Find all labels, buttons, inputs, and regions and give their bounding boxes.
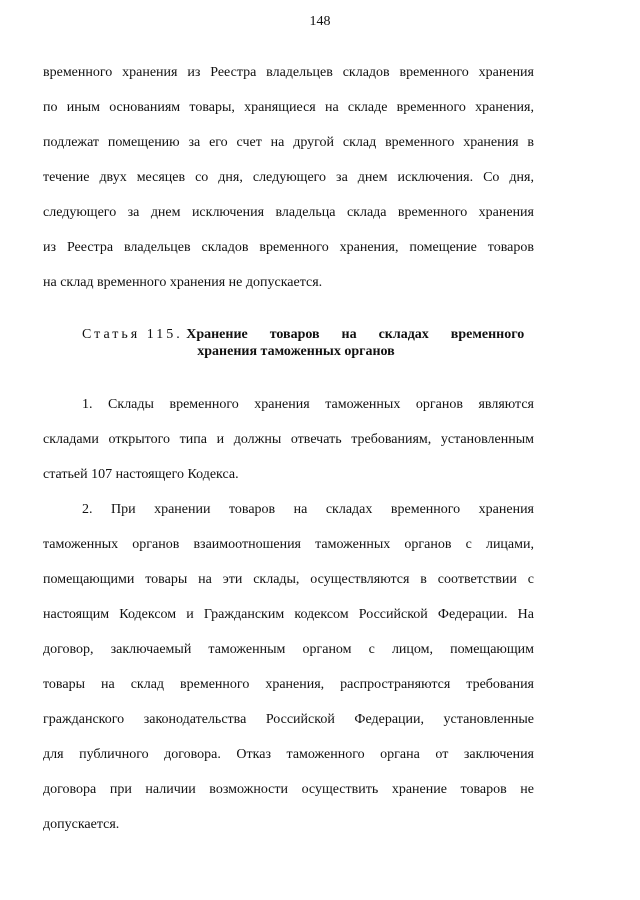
text-line: следующего за днем исключения владельца склада временного хранения (43, 205, 534, 220)
text-line: подлежат помещению за его счет на другой склад временного хранения в (43, 135, 534, 150)
article-title-line-1: Хранение товаров на складах временного (186, 327, 525, 342)
text-line: складами открытого типа и должны отвечать требованиям, установленным (43, 432, 534, 447)
text-line: договор, заключаемый таможенным органом с лицом, помещающим (43, 642, 534, 657)
text-line: из Реестра владельцев складов временного хранения, помещение товаров (43, 240, 534, 255)
text-line: течение двух месяцев со дня, следующего за днем исключения. Со дня, (43, 170, 534, 185)
text-line: допускается. (43, 817, 120, 832)
text-line: 2. При хранении товаров на складах временного хранения (82, 502, 534, 517)
text-line: по иным основаниям товары, хранящиеся на складе временного хранения, (43, 100, 534, 115)
text-line: на склад временного хранения не допускается. (43, 275, 323, 290)
text-line: для публичного договора. Отказ таможенного органа от заключения (43, 747, 534, 762)
article-title-line-2: хранения таможенных органов (197, 344, 395, 359)
text-line: 1. Склады временного хранения таможенных органов являются (82, 397, 534, 412)
page-number: 148 (309, 14, 331, 29)
text-line: гражданского законодательства Российской Федерации, установленные (43, 712, 534, 727)
article-label: Статья 115. (82, 327, 183, 342)
text-line: настоящим Кодексом и Гражданским кодексом Российской Федерации. На (43, 607, 534, 622)
text-line: договора при наличии возможности осуществить хранение товаров не (43, 782, 534, 797)
text-line: временного хранения из Реестра владельцев складов временного хранения (43, 65, 534, 80)
text-line: помещающими товары на эти склады, осуществляются в соответствии с (43, 572, 534, 587)
text-line: товары на склад временного хранения, распространяются требования (43, 677, 534, 692)
paragraph-1 (43, 387, 534, 492)
paragraph-2 (43, 492, 534, 842)
article-heading (82, 326, 532, 360)
intro-paragraph (43, 55, 534, 300)
text-line: статьей 107 настоящего Кодекса. (43, 467, 239, 482)
text-line: таможенных органов взаимоотношения таможенных органов с лицами, (43, 537, 534, 552)
